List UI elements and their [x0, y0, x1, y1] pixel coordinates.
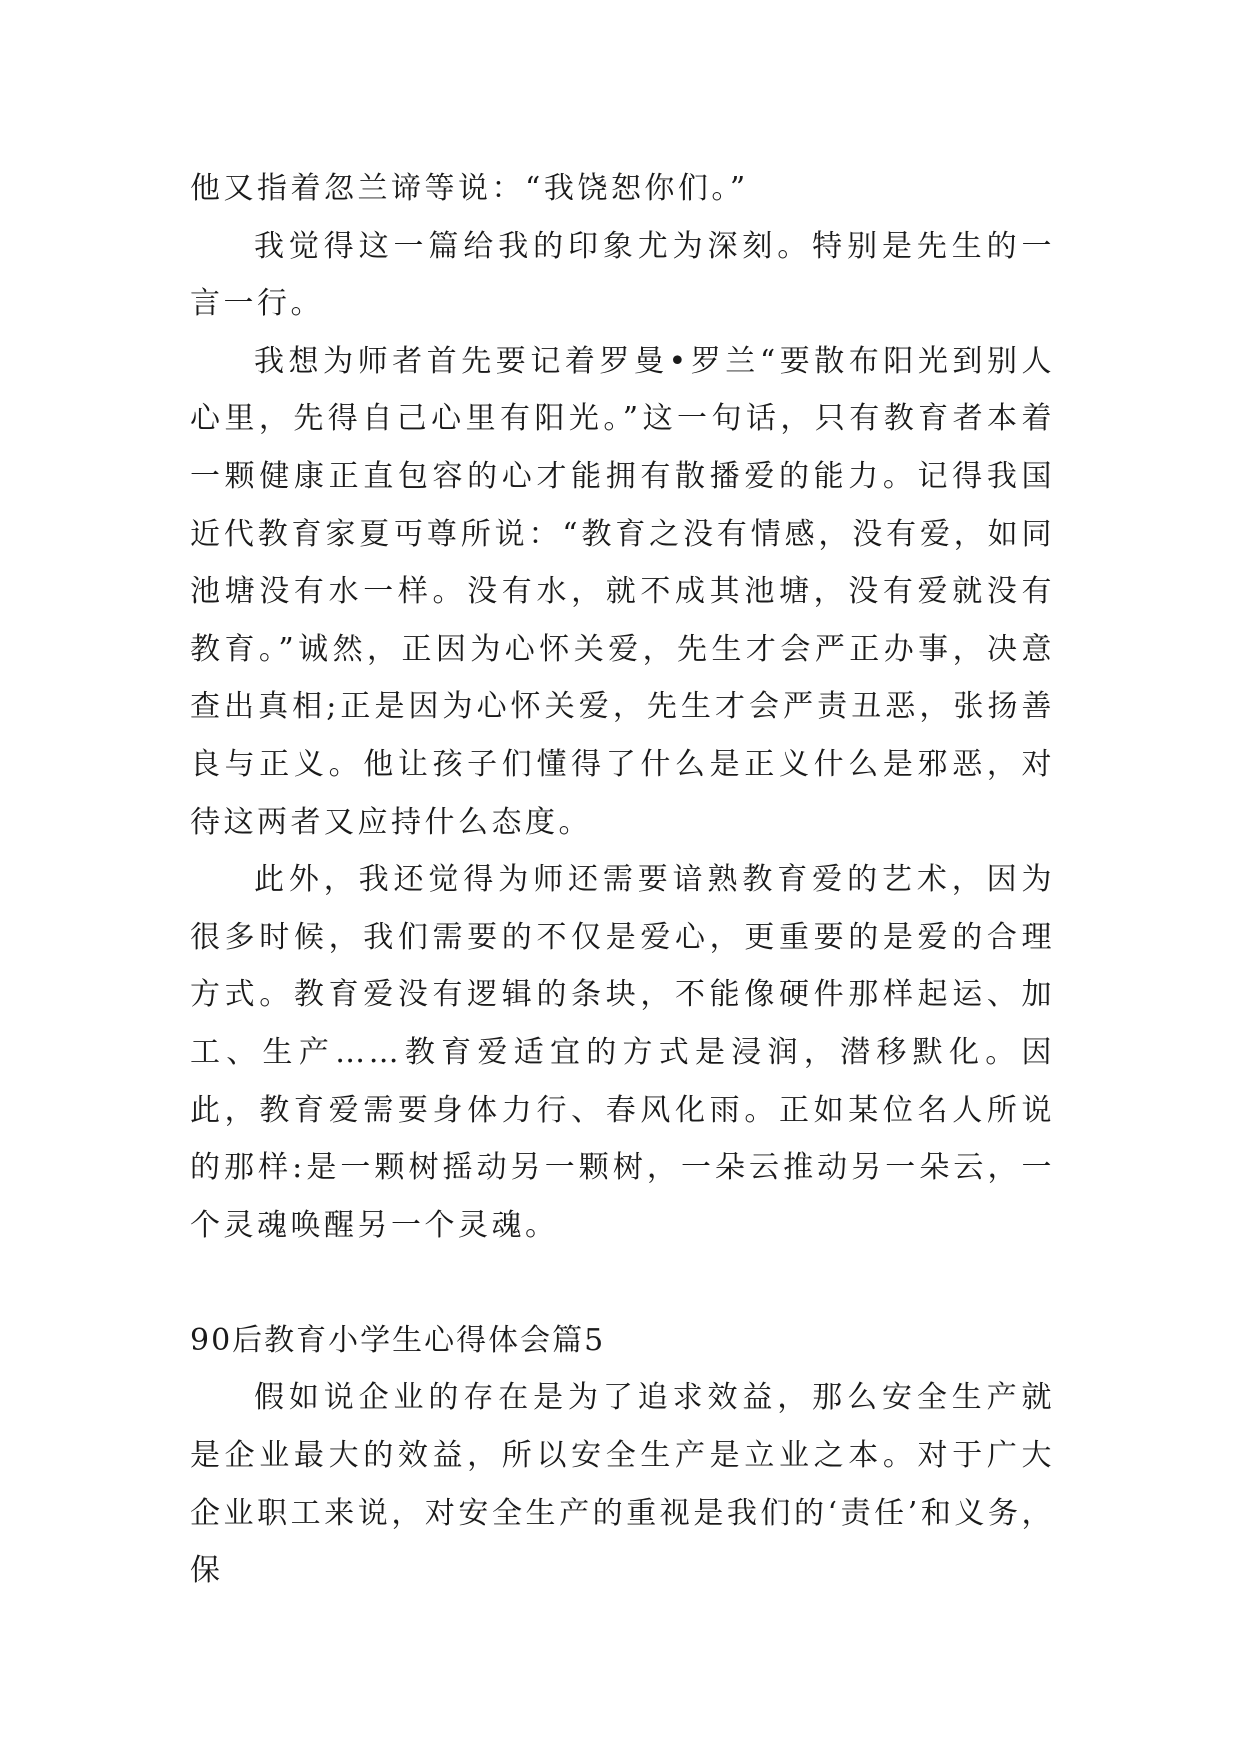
section-heading: 90后教育小学生心得体会篇5 — [190, 1322, 606, 1358]
paragraph: 假如说企业的存在是为了追求效益，那么安全生产就是企业最大的效益，所以安全生产是立业之本。对于广大企业职工来说，对安全生产的重视是我们的‘责任’和义务，保 — [190, 1380, 1055, 1589]
document-body — [190, 160, 1055, 1600]
paragraph: 我觉得这一篇给我的印象尤为深刻。特别是先生的一言一行。 — [190, 228, 1055, 322]
paragraph: 他又指着忽兰谛等说：“我饶恕你们。” — [190, 171, 749, 206]
paragraph: 此外，我还觉得为师还需要谙熟教育爱的艺术，因为很多时候，我们需要的不仅是爱心，更重要的是爱的合理方式。教育爱没有逻辑的条块，不能像硬件那样起运、加工、生产……教育爱适宜的方式是浸润，潜移默化。因此，教育爱需要身体力行、春风化雨。正如某位名人所说的那样:是一颗树摇动另一颗树，一朵云推动另一朵云，一个灵魂唤醒另一个灵魂。 — [190, 862, 1055, 1243]
paragraph: 我想为师者首先要记着罗曼•罗兰“要散布阳光到别人心里，先得自己心里有阳光。”这一句话，只有教育者本着一颗健康正直包容的心才能拥有散播爱的能力。记得我国近代教育家夏丏尊所说：“教育之没有情感，没有爱，如同池塘没有水一样。没有水，就不成其池塘，没有爱就没有教育。”诚然，正因为心怀关爱，先生才会严正办事，决意查出真相;正是因为心怀关爱，先生才会严责丑恶，张扬善良与正义。他让孩子们懂得了什么是正义什么是邪恶，对待这两者又应持什么态度。 — [190, 343, 1055, 840]
section-spacer — [190, 1254, 1055, 1312]
